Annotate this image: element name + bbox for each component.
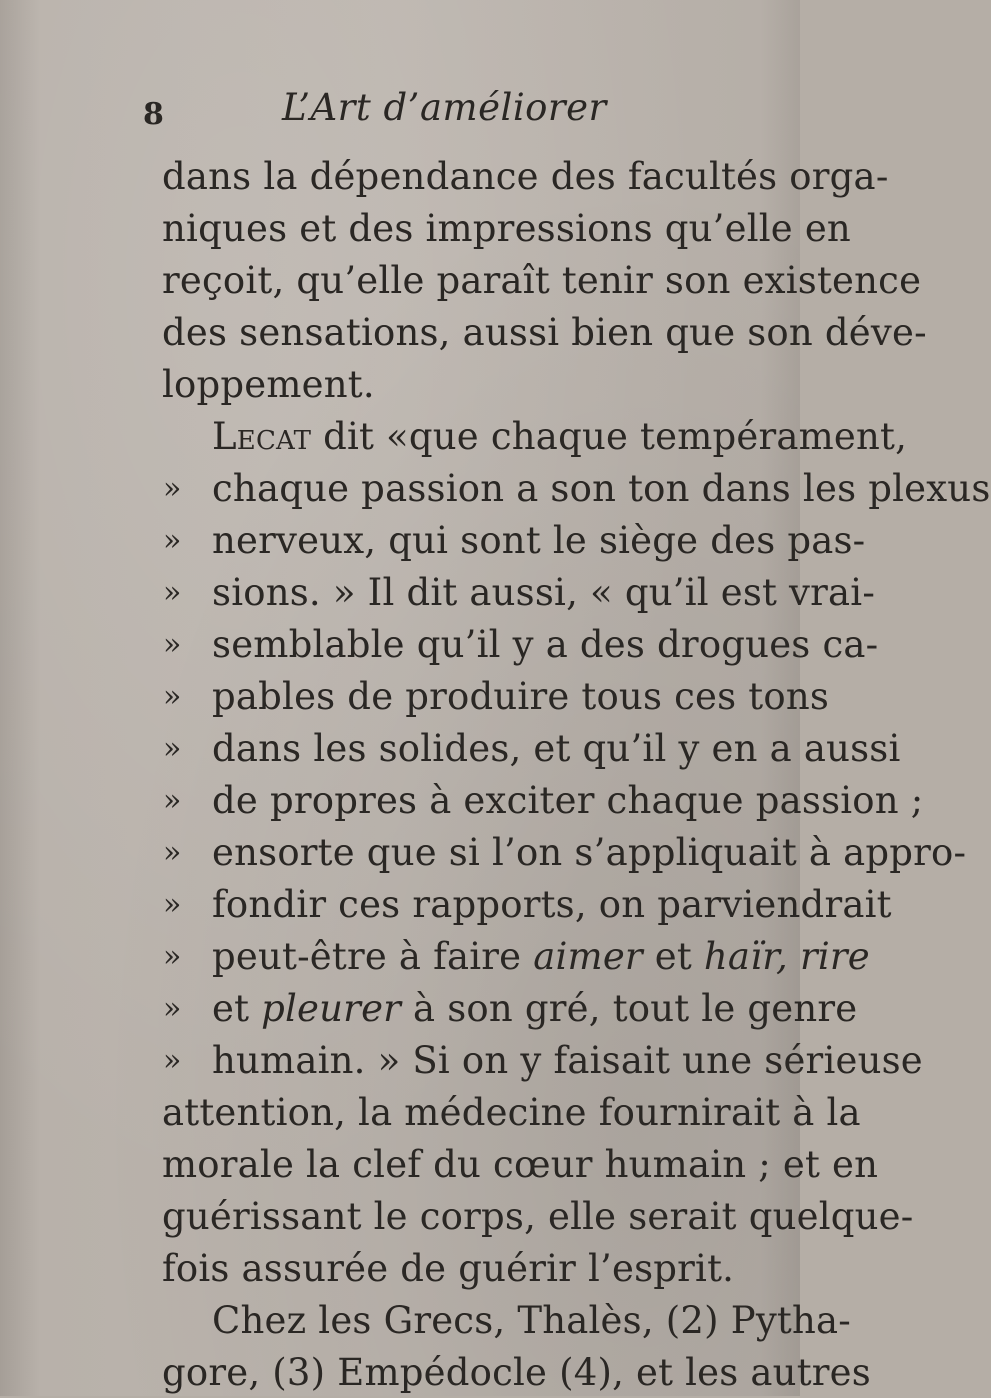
line-text: humain. » Si on y faisait une sérieuse <box>212 1039 923 1082</box>
line-text: guérissant le corps, elle serait quelque- <box>162 1195 914 1238</box>
quote-mark: » <box>163 887 182 922</box>
line-text: dans la dépendance des facultés orga- <box>162 155 889 198</box>
quote-mark: » <box>163 471 182 506</box>
line-text: sions. » Il dit aussi, « qu’il est vrai- <box>212 571 876 614</box>
line-text: nerveux, qui sont le siège des pas- <box>212 519 866 562</box>
line-text: des sensations, aussi bien que son déve- <box>162 311 927 354</box>
line-text: loppement. <box>162 363 375 406</box>
author-name: Lecat <box>212 415 312 458</box>
quote-mark: » <box>163 523 182 558</box>
quote-mark: » <box>163 627 182 662</box>
quote-mark: » <box>163 991 182 1026</box>
quote-mark: » <box>163 835 182 870</box>
line-part: et <box>212 987 262 1030</box>
running-title: L’Art d’améliorer <box>282 86 607 129</box>
italic-word: aimer <box>533 935 643 978</box>
quote-mark: » <box>163 575 182 610</box>
line-text <box>212 984 857 1034</box>
line-part: à son gré, tout le genre <box>401 987 858 1030</box>
line-text: Chez les Grecs, Thalès, (2) Pytha- <box>212 1299 851 1342</box>
line-text: niques et des impressions qu’elle en <box>162 207 851 250</box>
line-text: semblable qu’il y a des drogues ca- <box>212 623 879 666</box>
line-text: morale la clef du cœur humain ; et en <box>162 1143 879 1186</box>
line-rest: dit «que chaque tempérament, <box>311 415 908 458</box>
line-text: gore, (3) Empédocle (4), et les autres <box>162 1351 871 1394</box>
line-text: fondir ces rapports, on parviendrait <box>212 883 892 926</box>
line-text: dans les solides, et qu’il y en a aussi <box>212 727 901 770</box>
line-text: reçoit, qu’elle paraît tenir son existence <box>162 259 922 302</box>
page-number: 8 <box>143 97 164 132</box>
line-text: fois assurée de guérir l’esprit. <box>162 1247 735 1290</box>
line-text: de propres à exciter chaque passion ; <box>212 779 924 822</box>
italic-word: haïr, rire <box>703 935 870 978</box>
line-text: pables de produire tous ces tons <box>212 675 830 718</box>
line-text: chaque passion a son ton dans les plexus <box>212 467 991 510</box>
quote-mark: » <box>163 1043 182 1078</box>
italic-word: pleurer <box>261 987 402 1030</box>
line-text: ensorte que si l’on s’appliquait à appro- <box>212 831 967 874</box>
page-header <box>0 78 800 138</box>
line-text <box>212 412 907 462</box>
line-part: et <box>642 935 704 978</box>
line-part: peut-être à faire <box>212 935 534 978</box>
quote-mark: » <box>163 731 182 766</box>
quote-mark: » <box>163 783 182 818</box>
line-text <box>212 932 870 982</box>
quote-mark: » <box>163 679 182 714</box>
quote-mark: » <box>163 939 182 974</box>
line-text: attention, la médecine fournirait à la <box>162 1091 861 1134</box>
